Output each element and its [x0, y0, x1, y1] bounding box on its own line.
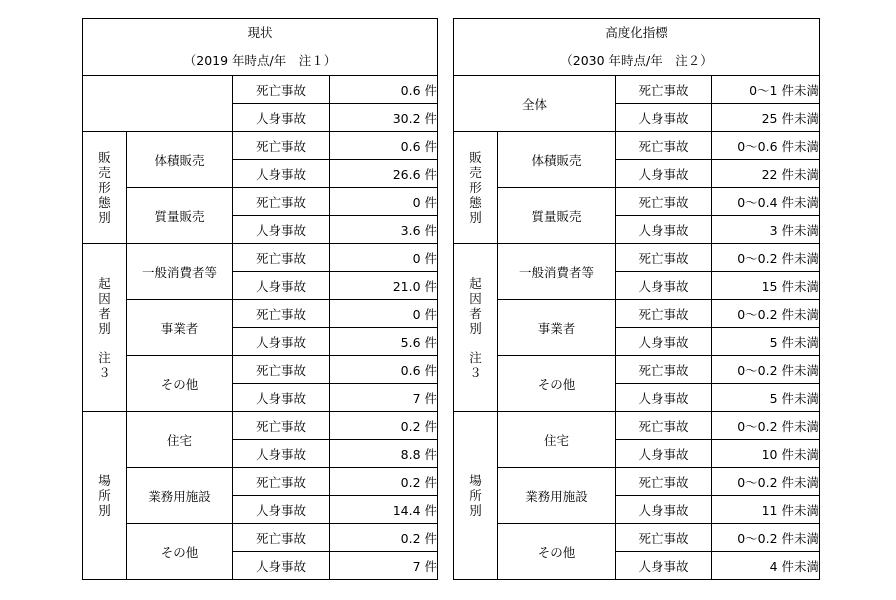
category-place: 場 所 別	[83, 412, 127, 580]
row-value: 0～0.2 件未満	[712, 244, 820, 272]
row-value: 25 件未満	[712, 104, 820, 132]
row-type-label: 死亡事故	[233, 524, 330, 552]
table-title: 現状	[247, 25, 273, 40]
row-type-label: 人身事故	[616, 328, 712, 356]
row-type-label: 死亡事故	[616, 356, 712, 384]
row-value: 0～0.4 件未満	[712, 188, 820, 216]
row-type-label: 人身事故	[616, 496, 712, 524]
total-label: 全体	[454, 76, 616, 132]
row-value: 26.6 件	[330, 160, 438, 188]
table-subtitle: （2030 年時点/年 注２）	[560, 53, 713, 68]
row-type-label: 死亡事故	[616, 300, 712, 328]
row-value: 21.0 件	[330, 272, 438, 300]
row-type-label: 人身事故	[233, 552, 330, 580]
row-value: 0～0.6 件未満	[712, 132, 820, 160]
row-type-label: 人身事故	[616, 272, 712, 300]
table-title: 高度化指標	[605, 25, 668, 40]
row-value: 0.6 件	[330, 132, 438, 160]
row-type-label: 人身事故	[233, 160, 330, 188]
row-type-label: 死亡事故	[233, 132, 330, 160]
row-value: 8.8 件	[330, 440, 438, 468]
row-value: 0～1 件未満	[712, 76, 820, 104]
row-value: 0.6 件	[330, 76, 438, 104]
row-value: 0～0.2 件未満	[712, 468, 820, 496]
row-type-label: 死亡事故	[233, 356, 330, 384]
row-type-label: 人身事故	[616, 440, 712, 468]
category-cause: 起 因 者 別 注 ３	[454, 244, 498, 412]
row-value: 14.4 件	[330, 496, 438, 524]
row-value: 10 件未満	[712, 440, 820, 468]
row-type-label: 死亡事故	[616, 188, 712, 216]
category-cause: 起 因 者 別 注 ３	[83, 244, 127, 412]
sub-category-label: 事業者	[127, 300, 233, 356]
table-subtitle: （2019 年時点/年 注１）	[183, 53, 337, 68]
row-type-label: 人身事故	[233, 384, 330, 412]
row-value: 3.6 件	[330, 216, 438, 244]
sub-category-label: その他	[498, 524, 616, 580]
category-sales-type: 販 売 形 態 別	[454, 132, 498, 244]
sub-category-label: 住宅	[498, 412, 616, 468]
row-value: 5 件未満	[712, 384, 820, 412]
row-value: 0.2 件	[330, 412, 438, 440]
row-value: 11 件未満	[712, 496, 820, 524]
sub-category-label: 住宅	[127, 412, 233, 468]
sub-category-label: 体積販売	[498, 132, 616, 188]
row-value: 0 件	[330, 188, 438, 216]
table-header	[454, 19, 820, 76]
sub-category-label: その他	[127, 524, 233, 580]
sub-category-label: 業務用施設	[127, 468, 233, 524]
row-type-label: 人身事故	[233, 104, 330, 132]
row-type-label: 人身事故	[233, 272, 330, 300]
row-value: 5.6 件	[330, 328, 438, 356]
row-type-label: 人身事故	[616, 104, 712, 132]
row-value: 30.2 件	[330, 104, 438, 132]
row-value: 4 件未満	[712, 552, 820, 580]
sub-category-label: 質量販売	[498, 188, 616, 244]
row-type-label: 死亡事故	[233, 412, 330, 440]
sub-category-label: その他	[498, 356, 616, 412]
row-type-label: 死亡事故	[616, 524, 712, 552]
row-value: 0～0.2 件未満	[712, 412, 820, 440]
row-value: 5 件未満	[712, 328, 820, 356]
row-type-label: 人身事故	[616, 384, 712, 412]
row-value: 0.2 件	[330, 524, 438, 552]
category-sales-type: 販 売 形 態 別	[83, 132, 127, 244]
sub-category-label: 事業者	[498, 300, 616, 356]
row-value: 7 件	[330, 384, 438, 412]
row-type-label: 人身事故	[616, 160, 712, 188]
row-type-label: 死亡事故	[616, 76, 712, 104]
row-type-label: 死亡事故	[233, 468, 330, 496]
row-value: 0～0.2 件未満	[712, 300, 820, 328]
sub-category-label: 一般消費者等	[498, 244, 616, 300]
row-value: 0～0.2 件未満	[712, 356, 820, 384]
table-header	[83, 19, 438, 76]
category-place: 場 所 別	[454, 412, 498, 580]
row-type-label: 死亡事故	[616, 468, 712, 496]
row-type-label: 死亡事故	[233, 300, 330, 328]
sub-category-label: 一般消費者等	[127, 244, 233, 300]
row-type-label: 人身事故	[616, 216, 712, 244]
row-type-label: 死亡事故	[616, 412, 712, 440]
row-type-label: 死亡事故	[233, 76, 330, 104]
row-value: 0.6 件	[330, 356, 438, 384]
total-blank-cell	[83, 76, 233, 132]
row-type-label: 人身事故	[233, 216, 330, 244]
row-type-label: 人身事故	[616, 552, 712, 580]
sub-category-label: 体積販売	[127, 132, 233, 188]
row-value: 7 件	[330, 552, 438, 580]
row-value: 0 件	[330, 300, 438, 328]
row-value: 15 件未満	[712, 272, 820, 300]
row-type-label: 人身事故	[233, 328, 330, 356]
target-index-table	[453, 18, 820, 580]
row-value: 3 件未満	[712, 216, 820, 244]
row-type-label: 人身事故	[233, 496, 330, 524]
sub-category-label: 質量販売	[127, 188, 233, 244]
row-type-label: 死亡事故	[233, 244, 330, 272]
current-status-table	[82, 18, 438, 580]
row-value: 22 件未満	[712, 160, 820, 188]
row-value: 0.2 件	[330, 468, 438, 496]
sub-category-label: その他	[127, 356, 233, 412]
row-type-label: 死亡事故	[233, 188, 330, 216]
sub-category-label: 業務用施設	[498, 468, 616, 524]
row-value: 0 件	[330, 244, 438, 272]
row-value: 0～0.2 件未満	[712, 524, 820, 552]
row-type-label: 死亡事故	[616, 244, 712, 272]
row-type-label: 人身事故	[233, 440, 330, 468]
row-type-label: 死亡事故	[616, 132, 712, 160]
